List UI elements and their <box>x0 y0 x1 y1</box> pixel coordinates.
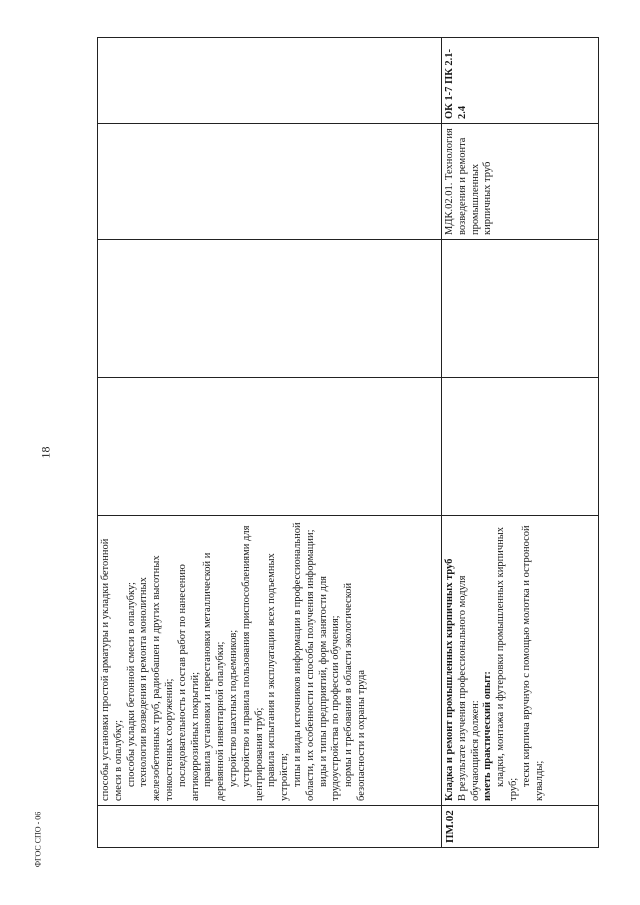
hours-cell <box>98 240 442 378</box>
description-line: способы установки простой арматуры и укладки бетонной смеси в опалубку; <box>100 538 124 801</box>
course-cell: МДК.02.01. Технология возведения и ремонта промышленных кирпичных труб <box>442 124 599 240</box>
module-intro: В результате изучения профессионального модуля обучающийся должен: <box>456 575 481 801</box>
experience-item: кладки, монтажа и футеровки промышленных кирпичных труб; <box>495 526 519 801</box>
footer-code: ФГОС СПО - 06 <box>33 811 43 868</box>
module-table <box>97 37 599 848</box>
hours-cell <box>442 378 599 516</box>
description-cell <box>442 516 599 806</box>
table-row <box>442 38 599 848</box>
experience-item: тески кирпича вручную с помощью молотка и остроносой кувалды; <box>520 525 545 801</box>
competency-cell: ОК 1-7 ПК 2.1-2.4 <box>442 38 599 124</box>
rotated-table-sheet <box>97 38 598 848</box>
course-cell <box>98 124 442 240</box>
hours-cell <box>442 240 599 378</box>
module-code: ПМ.02 <box>442 806 599 848</box>
description-line: устройство шахтных подъемников; <box>227 629 239 787</box>
index-cell <box>98 806 442 848</box>
description-line: устройство и правила пользования приспособлениями для центрирования труб; <box>240 525 265 801</box>
description-line: последовательность и состав работ по нанесению антикоррозийных покрытий; <box>176 564 201 801</box>
description-line: типы и виды источников информации в профессиональной области, их особенности и способы получения информации; <box>291 522 316 801</box>
hours-cell <box>98 378 442 516</box>
page-number: 18 <box>38 446 53 459</box>
description-line: способы укладки бетонной смеси в опалубку; <box>125 582 137 787</box>
description-line: виды и типы предприятий, форм занятости для трудоустройства по профессии обучения; <box>317 575 342 801</box>
experience-heading: иметь практический опыт: <box>482 671 494 801</box>
description-line: технологии возведения и ремонта монолитных железобетонных труб, радиобашен и других высотных тонкостенных сооружений; <box>138 555 175 801</box>
description-line: нормы и требования в области экологической безопасности и охраны труда <box>343 582 367 801</box>
description-cell <box>98 516 442 806</box>
table-row <box>98 38 442 848</box>
description-line: правила испытания и эксплуатации всех подъемных устройств; <box>266 553 291 801</box>
module-title: Кладка и ремонт промышленных кирпичных труб <box>444 558 455 801</box>
competency-cell <box>98 38 442 124</box>
description-line: правила установки и перестановки металлической и деревянной инвентарной опалубки; <box>202 552 227 801</box>
